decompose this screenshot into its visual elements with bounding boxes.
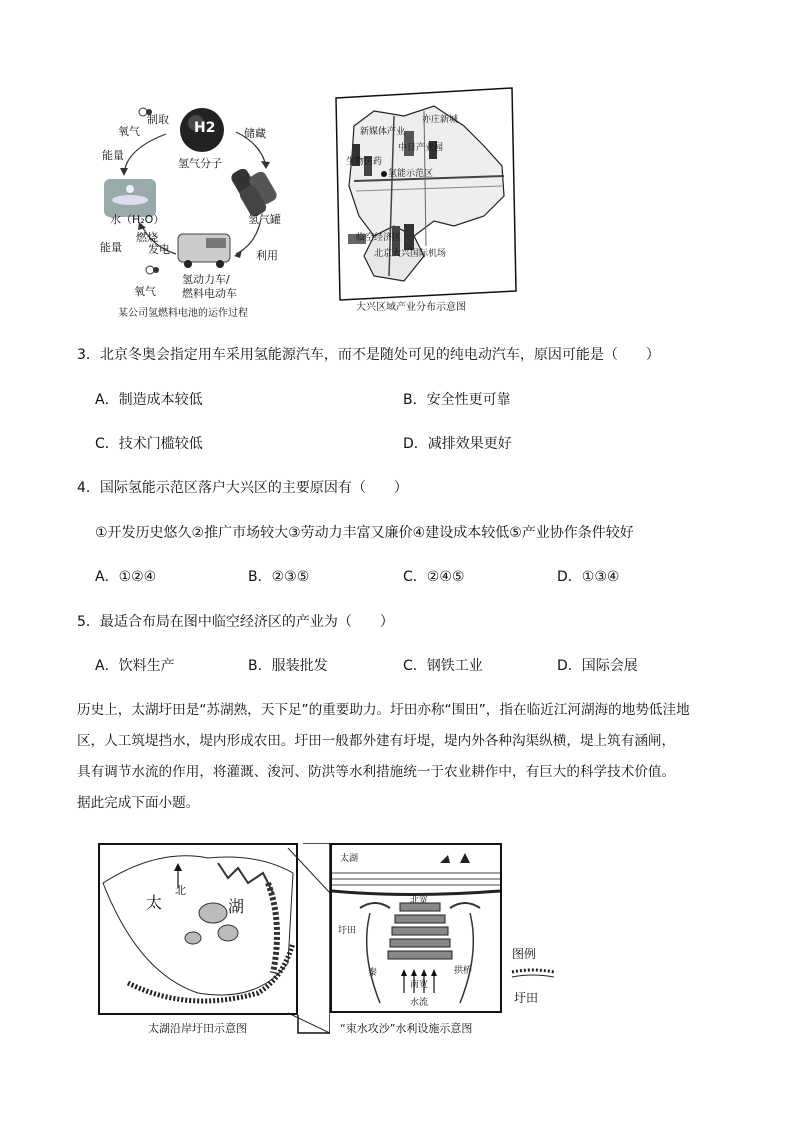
burn-label: 燃烧 [136,231,158,244]
generate-label: 发电 [148,243,170,256]
shuiliu-label: 水流 [410,998,429,1008]
label-daxing-airport: 北京大兴国际机场 [374,249,447,259]
legend [508,944,558,1014]
legend-title: 图例 [512,947,537,961]
passage-line-4: 据此完成下面小题。 [77,795,200,811]
store-label: 储藏 [244,127,266,140]
daxing-map-figure [334,86,518,324]
vehicle-label-1: 氢动力车/ [182,273,230,286]
q3-option-a[interactable]: A．制造成本较低 [95,392,203,408]
label-sino-japan: 中日产业园 [398,143,444,153]
label-airport-economy: 临空经济区 [356,233,402,243]
q5-option-a[interactable]: A．饮料生产 [95,658,175,674]
q5-stem: 5．最适合布局在图中临空经济区的产业为（ ） [77,614,394,630]
water-label: 水（H₂O） [110,213,165,226]
shushui-figure [330,843,508,1038]
use-label: 利用 [256,249,278,262]
gongqiao-label: 拱桥 [454,966,473,976]
produce-label: 制取 [147,113,169,126]
nankuan-label: 南宽 [410,980,429,990]
label-new-media: 新媒体产业 [360,127,406,137]
q4-statements: ①开发历史悠久②推广市场较大③劳动力丰富又廉价④建设成本较低⑤产业协作条件较好 [95,525,634,541]
energy-bottom-label: 能量 [100,241,122,254]
label-yizhuang: 亦庄新城 [422,115,459,125]
daxing-caption: 大兴区域产业分布示意图 [356,302,466,313]
q5-option-c[interactable]: C．钢铁工业 [403,658,483,674]
qin-label: 秦 [368,968,378,978]
tank-label: 氢气罐 [248,213,281,226]
beikuan-label: 北宽 [410,896,429,906]
q3-option-c[interactable]: C．技术门槛较低 [95,436,203,452]
label-hydrogen-zone: 氢能示范区 [388,169,434,179]
tai-label: 太 [146,893,163,912]
vehicle-icon [178,234,230,268]
h2-label: H2 [194,120,216,136]
vehicle-label-2: 燃料电动车 [182,287,237,300]
q4-option-b[interactable]: B．②③⑤ [248,569,310,585]
hu-label: 湖 [228,897,245,916]
q4-option-c[interactable]: C．②④⑤ [403,569,465,585]
taihu-map [98,843,330,1038]
shushui-caption: “束水攻沙”水利设施示意图 [340,1022,473,1035]
passage-line-2: 区，人工筑堤挡水，堤内形成农田。圩田一般都外建有圩堤，堤内外各种沟渠纵横，堤上筑有涵闸， [77,733,676,749]
weitian-legend-icon [510,968,556,982]
passage-line-3: 具有调节水流的作用，将灌溉、浚河、防洪等水利措施统一于农业耕作中，有巨大的科学技术价值。 [77,764,676,780]
weitian-label: 圩田 [338,926,357,936]
hydrogen-cycle-figure [96,104,286,324]
molecule-label: 氢气分子 [178,157,222,170]
oxygen-bottom-label: 氧气 [134,285,156,298]
q4-option-a[interactable]: A．①②④ [95,569,157,585]
q5-option-b[interactable]: B．服装批发 [248,658,328,674]
energy-top-label: 能量 [102,149,124,162]
q3-option-b[interactable]: B．安全性更可靠 [403,392,511,408]
label-biomed: 生物医药 [346,157,383,167]
oxygen-top-label: 氧气 [118,125,140,138]
oxygen-icon [139,108,147,116]
north-label: 北 [175,884,186,897]
taihu-label: 太湖 [340,854,359,864]
q4-option-d[interactable]: D．①③④ [557,569,620,585]
taihu-caption: 太湖沿岸圩田示意图 [148,1022,247,1035]
cycle-caption: 某公司氢燃料电池的运作过程 [118,308,248,319]
q4-stem: 4．国际氢能示范区落户大兴区的主要原因有（ ） [77,480,408,496]
q3-option-d[interactable]: D．减排效果更好 [403,436,512,452]
oxygen-icon [146,266,154,274]
passage-line-1: 历史上，太湖圩田是“苏湖熟，天下足”的重要助力。圩田亦称“围田”，指在临近江河湖海的地势低洼地 [77,702,690,718]
legend-weitian: 圩田 [514,991,539,1005]
q3-stem: 3．北京冬奥会指定用车采用氢能源汽车，而不是随处可见的纯电动汽车，原因可能是（ ） [77,347,660,363]
taihu-map-figure [98,843,330,1038]
q5-option-d[interactable]: D．国际会展 [557,658,638,674]
